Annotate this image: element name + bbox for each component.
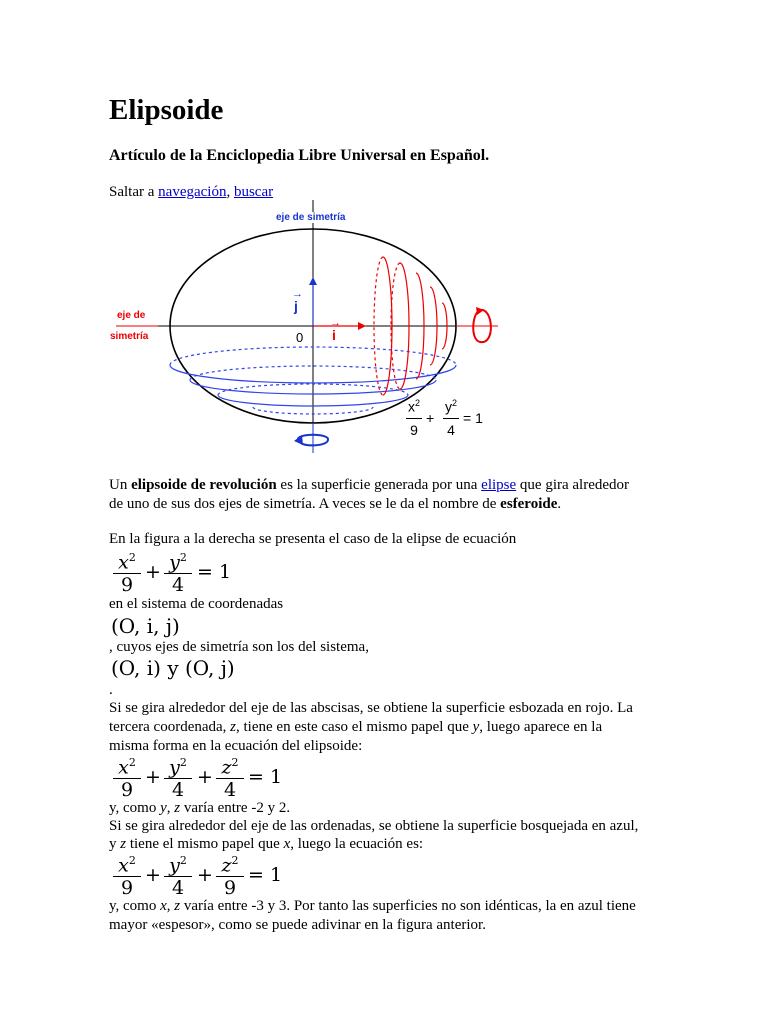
ellipsoid-figure <box>108 195 500 455</box>
paragraph-2: En la figura a la derecha se presenta el caso de la elipse de ecuación <box>109 531 517 547</box>
search-link[interactable]: buscar <box>233 184 274 200</box>
paragraph-1-line-2: de uno de sus dos ejes de simetría. A veces se le da el nombre de esferoide. <box>109 496 562 512</box>
paragraph-6-line-1: Si se gira alrededor del eje de las abscisas, se obtiene la superficie esbozada en rojo. La <box>109 700 633 716</box>
paragraph-1-line-1: Un elipsoide de revolución es la superficie generada por una elipse que gira alrededor <box>109 477 630 493</box>
paragraph-6-line-3: misma forma en la ecuación del elipsoide: <box>109 738 363 754</box>
navigation-link[interactable]: navegación <box>158 184 227 200</box>
paragraph-7: y, como y, z varía entre -2 y 2. <box>109 800 291 816</box>
jump-prefix: Saltar a <box>109 184 159 200</box>
paragraph-9-line-2: mayor «espesor», como se puede adivinar en la figura anterior. <box>109 917 486 933</box>
paragraph-8-line-2: y z tiene el mismo papel que x, luego la ecuación es: <box>109 836 424 852</box>
paragraph-3: en el sistema de coordenadas <box>109 596 284 612</box>
j-label: j → <box>292 288 303 314</box>
axes-notation: (O, i) y (O, j) <box>111 656 235 680</box>
coordinates-notation: (O, i, j) <box>111 614 180 638</box>
paragraph-6-line-2: tercera coordenada, z, tiene en este caso el mismo papel que y, luego aparece en la <box>109 719 603 735</box>
origin-label: 0 <box>296 330 304 345</box>
i-vector-arrowhead <box>358 322 366 330</box>
i-label: i → <box>330 317 341 343</box>
ellipse-link[interactable]: elipse <box>481 477 517 493</box>
blue-rotation-arrowhead <box>294 435 303 445</box>
page-subtitle: Artículo de la Enciclopedia Libre Universal en Español. <box>109 147 490 164</box>
j-vector-arrowhead <box>309 277 317 285</box>
axis-label-top: eje de simetría <box>276 212 346 223</box>
paragraph-9-line-1: y, como x, z varía entre -3 y 3. Por tanto las superficies no son idénticas, la en azul tiene <box>109 898 636 914</box>
axis-label-left-1: eje de <box>117 310 146 321</box>
axis-label-left-2: simetría <box>110 331 149 342</box>
jump-separator: , <box>226 184 234 200</box>
paragraph-5: . <box>109 682 113 698</box>
paragraph-4: , cuyos ejes de simetría son los del sistema, <box>109 639 369 655</box>
page-title: Elipsoide <box>109 94 224 126</box>
paragraph-8-line-1: Si se gira alrededor del eje de las ordenadas, se obtiene la superficie bosquejada en azul, <box>109 818 639 834</box>
